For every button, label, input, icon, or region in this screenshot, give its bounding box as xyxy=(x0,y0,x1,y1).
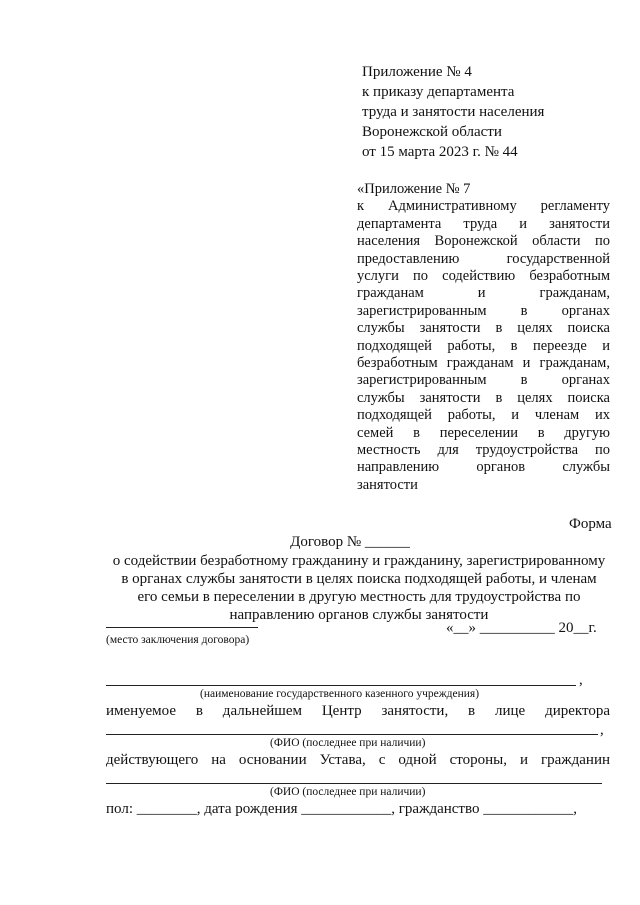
comma-2: , xyxy=(600,722,604,738)
contract-title: Договор № ______ xyxy=(290,534,410,550)
form-label: Форма xyxy=(569,516,612,532)
header-line-2: к приказу департамента xyxy=(362,84,515,100)
appendix-7-line-18: занятости xyxy=(357,476,418,493)
place-field-line[interactable] xyxy=(106,627,258,628)
appendix-7-line-15: семей в переселении в другую xyxy=(357,424,610,441)
institution-caption: (наименование государственного казенного учреждения) xyxy=(200,688,480,700)
director-fio-line[interactable] xyxy=(106,734,598,735)
header-line-3: труда и занятости населения xyxy=(362,104,545,120)
appendix-7-line-3: департамента труда и занятости xyxy=(357,215,610,232)
appendix-7-line-2: к Административному регламенту xyxy=(357,198,610,215)
contract-subtitle-1: о содействии безработному гражданину и гражданину, зарегистрированному xyxy=(112,553,606,569)
appendix-7-line-11: безработным гражданам и гражданам, xyxy=(357,355,610,371)
appendix-7-line-16: местность для трудоустройства по xyxy=(357,442,610,458)
appendix-7-line-1: «Приложение № 7 xyxy=(357,181,471,197)
appendix-7-line-7: гражданам и гражданам, xyxy=(357,285,610,302)
appendix-7-line-13: службы занятости в целях поиска xyxy=(357,389,610,406)
appendix-7-line-5: предоставлению государственной xyxy=(357,250,610,267)
institution-field-line[interactable] xyxy=(106,685,576,686)
citizen-fio-line[interactable] xyxy=(106,783,602,784)
contract-subtitle-2: в органах службы занятости в целях поиска подходящей работы, и членам xyxy=(121,571,597,587)
contract-subtitle-4: направлению органов службы занятости xyxy=(229,607,489,623)
line-personal-info[interactable]: пол: ________, дата рождения ____________, гражданство ____________, xyxy=(106,801,577,817)
appendix-7-line-4: населения Воронежской области по xyxy=(357,233,610,250)
appendix-7-line-8: зарегистрированным в органах xyxy=(357,302,610,319)
line-acting: действующего на основании Устава, с одной стороны, и гражданин xyxy=(106,752,610,768)
appendix-7-line-6: услуги по содействию безработным xyxy=(357,268,610,284)
appendix-7-line-14: подходящей работы, и членам их xyxy=(357,407,610,424)
appendix-7-line-17: направлению органов службы xyxy=(357,459,610,476)
header-line-1: Приложение № 4 xyxy=(362,64,472,80)
fio-caption-2: (ФИО (последнее при наличии) xyxy=(270,786,426,798)
header-line-4: Воронежской области xyxy=(362,124,502,140)
comma-1: , xyxy=(579,672,583,688)
appendix-7-line-10: подходящей работы, в переезде и xyxy=(357,337,610,354)
appendix-7-line-9: службы занятости в целях поиска xyxy=(357,320,610,337)
header-line-5: от 15 марта 2023 г. № 44 xyxy=(362,144,518,160)
appendix-7-line-12: зарегистрированным в органах xyxy=(357,372,610,389)
date-field[interactable]: «__» __________ 20__г. xyxy=(446,620,597,636)
place-caption: (место заключения договора) xyxy=(106,634,250,646)
line-named-director: именуемое в дальнейшем Центр занятости, в лице директора xyxy=(106,703,610,719)
contract-subtitle-3: его семьи в переселении в другую местность для трудоустройства по xyxy=(137,589,581,605)
fio-caption-1: (ФИО (последнее при наличии) xyxy=(270,737,426,749)
